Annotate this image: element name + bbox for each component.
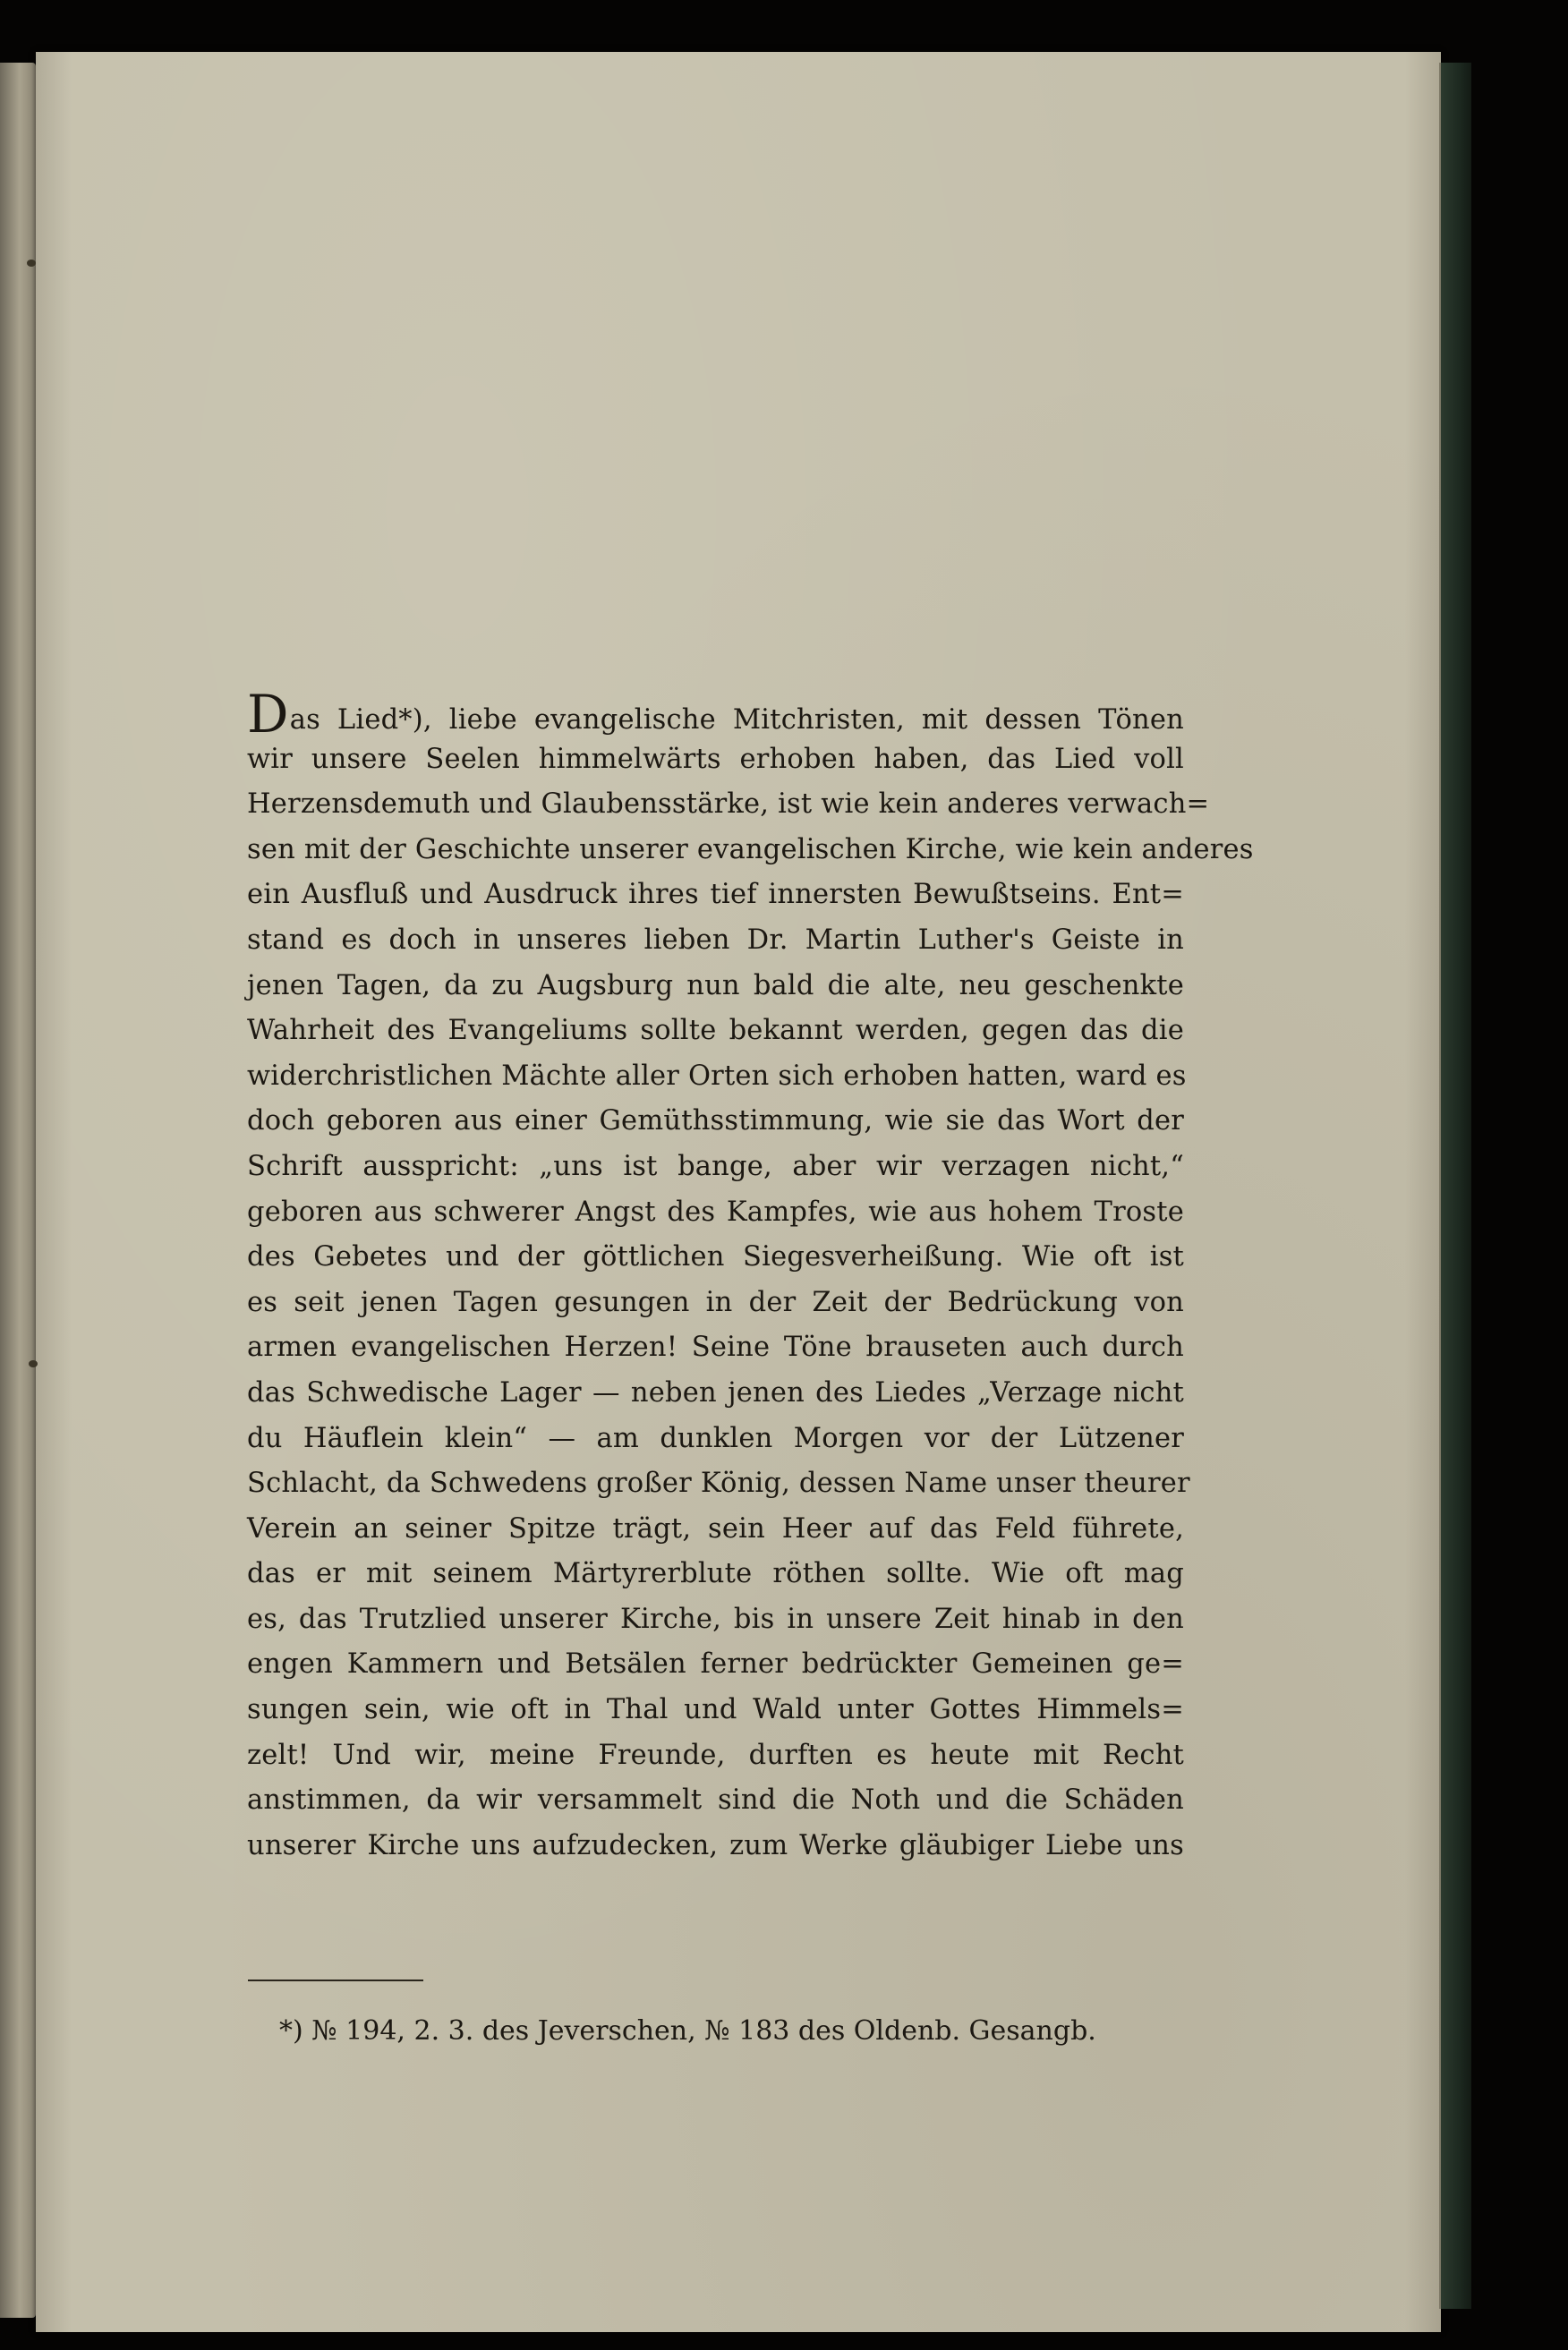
text-line-21: es, das Trutzlied unserer Kirche, bis in unsere Zeit hinab in den <box>247 1603 1184 1635</box>
text-line-16: das Schwedische Lager — neben jenen des Liedes „Verzage nicht <box>247 1376 1184 1409</box>
text-line-10: doch geboren aus einer Gemüthsstimmung, wie sie das Wort der <box>247 1105 1184 1137</box>
text-line-18: Schlacht, da Schwedens großer König, dessen Name unser theurer <box>247 1468 1190 1500</box>
text-line-9: widerchristlichen Mächte aller Orten sich erhoben hatten, ward es <box>247 1060 1187 1092</box>
text-line-26: unserer Kirche uns aufzudecken, zum Werke gläubiger Liebe uns <box>247 1829 1184 1861</box>
left-page-edge <box>0 63 36 2318</box>
text-line-3: Herzensdemuth und Glaubensstärke, ist wie kein anderes verwach= <box>247 788 1210 821</box>
text-line-20: das er mit seinem Märtyrerblute röthen sollte. Wie oft mag <box>247 1558 1184 1590</box>
text-line-1 <box>247 684 1184 745</box>
text-line-22: engen Kammern und Betsälen ferner bedrückter Gemeinen ge= <box>247 1648 1184 1681</box>
text-line-14: es seit jenen Tagen gesungen in der Zeit der Bedrückung von <box>247 1286 1184 1318</box>
text-line-24: zelt! Und wir, meine Freunde, durften es heute mit Recht <box>247 1739 1184 1771</box>
text-line-13: des Gebetes und der göttlichen Siegesverheißung. Wie oft ist <box>247 1241 1184 1273</box>
text-line-6: stand es doch in unseres lieben Dr. Martin Luther's Geiste in <box>247 924 1184 956</box>
text-line-12: geboren aus schwerer Angst des Kampfes, wie aus hohem Troste <box>247 1196 1184 1228</box>
text-line-23: sungen sein, wie oft in Thal und Wald unter Gottes Himmels= <box>247 1694 1184 1726</box>
footnote: *) № 194, 2. 3. des Jeverschen, № 183 des Oldenb. Gesangb. <box>279 2015 1096 2047</box>
footnote-rule <box>248 1980 423 1981</box>
text-line-17: du Häuflein klein“ — am dunklen Morgen vor der Lützener <box>247 1422 1184 1454</box>
line-text: as Lied*), liebe evangelische Mitchristen, mit dessen Tönen <box>289 704 1184 736</box>
text-line-19: Verein an seiner Spitze trägt, sein Heer auf das Feld führete, <box>247 1512 1184 1545</box>
text-line-7: jenen Tagen, da zu Augsburg nun bald die alte, neu geschenkte <box>247 969 1184 1001</box>
text-line-2: wir unsere Seelen himmelwärts erhoben haben, das Lied voll <box>247 743 1184 775</box>
text-line-15: armen evangelischen Herzen! Seine Töne brauseten auch durch <box>247 1332 1184 1364</box>
text-line-5: ein Ausfluß und Ausdruck ihres tief innersten Bewußtseins. Ent= <box>247 879 1184 911</box>
text-line-8: Wahrheit des Evangeliums sollte bekannt werden, gegen das die <box>247 1015 1184 1047</box>
margin-speck <box>29 1360 38 1367</box>
text-line-11: Schrift ausspricht: „uns ist bange, aber wir verzagen nicht,“ <box>247 1150 1184 1182</box>
drop-initial: D <box>247 684 289 745</box>
text-line-25: anstimmen, da wir versammelt sind die Noth und die Schäden <box>247 1784 1184 1817</box>
book-cover-board <box>1439 63 1471 2309</box>
text-line-4: sen mit der Geschichte unserer evangelischen Kirche, wie kein anderes <box>247 833 1254 865</box>
body-text <box>247 684 1254 1869</box>
margin-speck <box>27 260 36 267</box>
